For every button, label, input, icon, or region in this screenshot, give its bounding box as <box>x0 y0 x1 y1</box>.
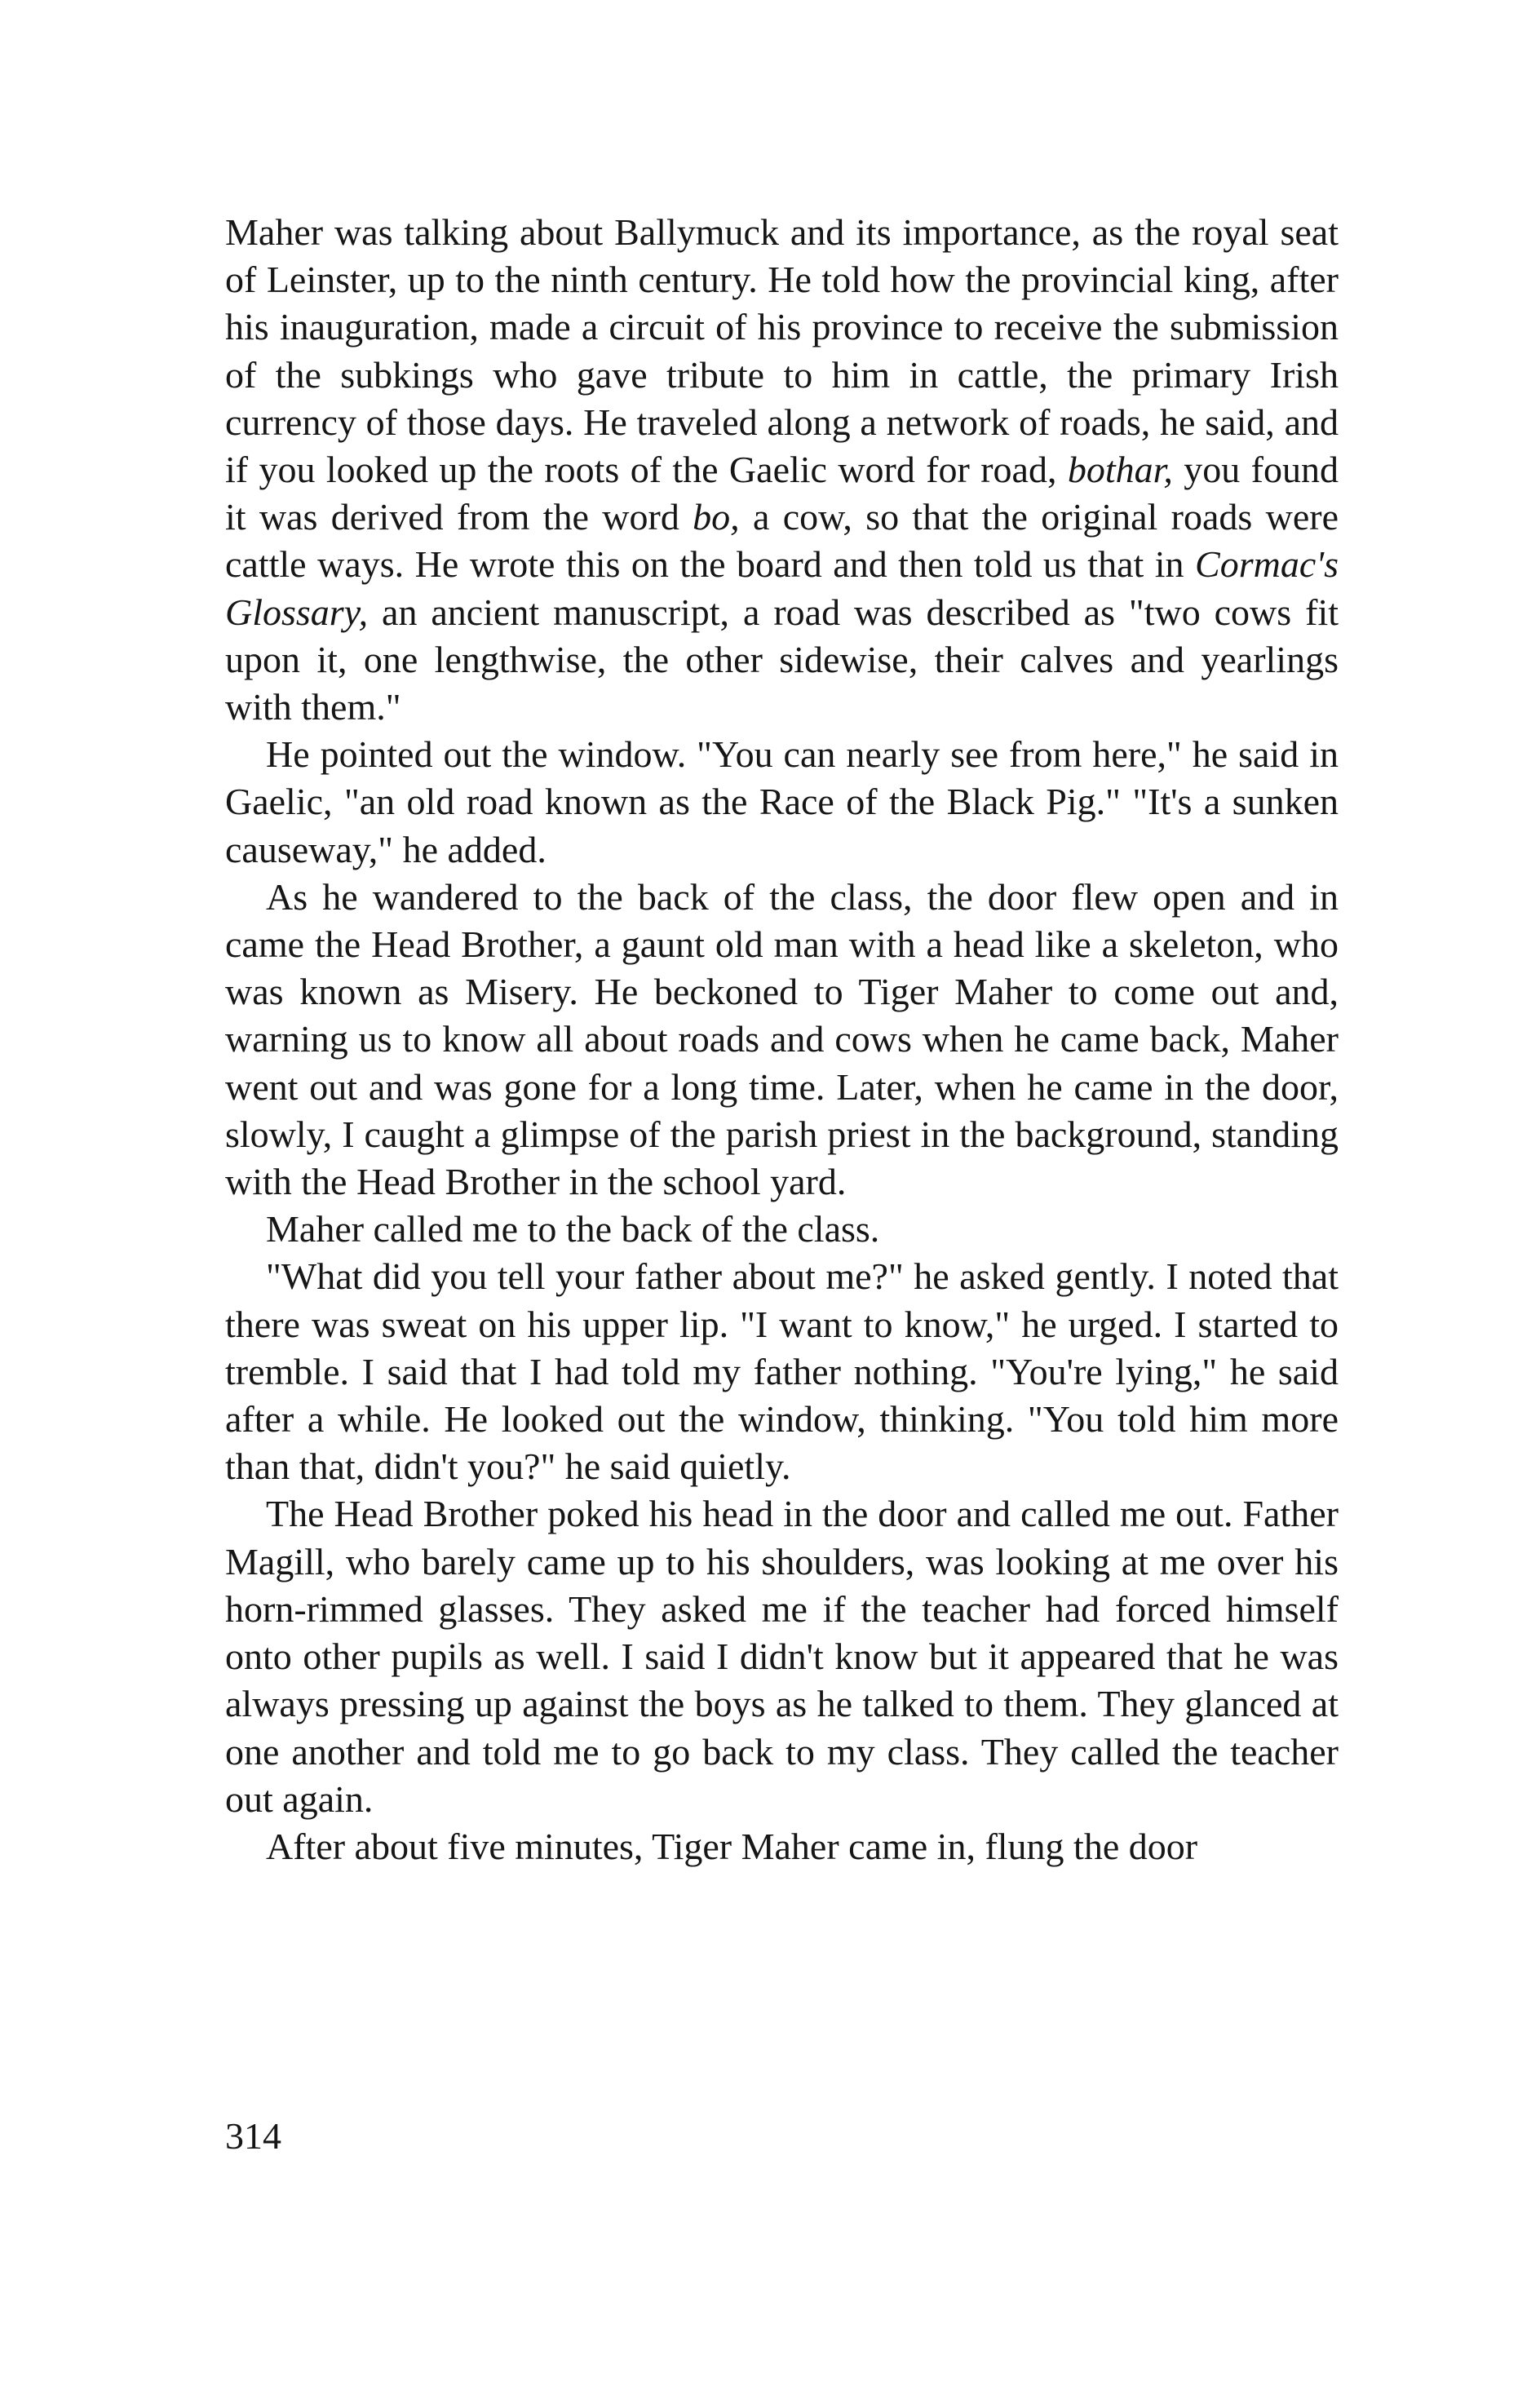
paragraph-text: an ancient manuscript, a road was described as "two cows fit upon it, one lengthwise, the other sidewise, their calves and yearlings with them." <box>225 591 1339 728</box>
paragraph-4 <box>225 1206 1339 1253</box>
paragraph-6 <box>225 1490 1339 1822</box>
paragraph-text: "What did you tell your father about me?" he asked gently. I noted that there was sweat on his upper lip. "I want to know," he urged. I started to tremble. I said that I had told my father nothing. "You're lying," he said after a while. He looked out the window, thinking. "You told him more than that, didn't you?" he said quietly. <box>225 1255 1339 1488</box>
paragraph-text: Maher called me to the back of the class. <box>266 1208 880 1250</box>
italic-word-bo: bo, <box>693 496 740 538</box>
paragraph-text: you found it was derived from the word <box>225 449 1339 538</box>
body-text <box>225 209 1339 1870</box>
paragraph-3 <box>225 874 1339 1206</box>
page-number: 314 <box>225 2115 281 2157</box>
paragraph-2 <box>225 731 1339 874</box>
paragraph-text: The Head Brother poked his head in the door and called me out. Father Magill, who barely came up to his shoulders, was looking at me over his horn-rimmed glasses. They asked me if the teacher had forced himself onto other pupils as well. I said I didn't know but it appeared that he was always pressing up against the boys as he talked to them. They glanced at one another and told me to go back to my class. They called the teacher out again. <box>225 1493 1339 1820</box>
paragraph-text: As he wandered to the back of the class, the door flew open and in came the Head Brother, a gaunt old man with a head like a skeleton, who was known as Misery. He beckoned to Tiger Maher to come out and, warning us to know all about roads and cows when he came back, Maher went out and was gone for a long time. Later, when he came in the door, slowly, I caught a glimpse of the parish priest in the background, standing with the Head Brother in the school yard. <box>225 875 1339 1203</box>
paragraph-text: Maher was talking about Ballymuck and its importance, as the royal seat of Leinster, up to the ninth century. He told how the provincial king, after his inauguration, made a circuit of his province to receive the submission of the subkings who gave tribute to him in cattle, the primary Irish currency of those days. He traveled along a network of roads, he said, and if you looked up the roots of the Gaelic word for road, <box>225 211 1339 491</box>
paragraph-text: After about five minutes, Tiger Maher came in, flung the door <box>266 1825 1198 1867</box>
paragraph-1 <box>225 209 1339 731</box>
paragraph-text: He pointed out the window. "You can nearly see from here," he said in Gaelic, "an old road known as the Race of the Black Pig." "It's a sunken causeway," he added. <box>225 733 1339 870</box>
paragraph-5 <box>225 1253 1339 1490</box>
paragraph-7 <box>225 1823 1339 1870</box>
italic-title-cormacs-glossary: Cormac's Glossary, <box>225 543 1339 633</box>
paragraph-text: a cow, so that the original roads were cattle ways. He wrote this on the board and then told us that in <box>225 496 1339 586</box>
italic-word-bothar: bothar, <box>1067 449 1173 491</box>
